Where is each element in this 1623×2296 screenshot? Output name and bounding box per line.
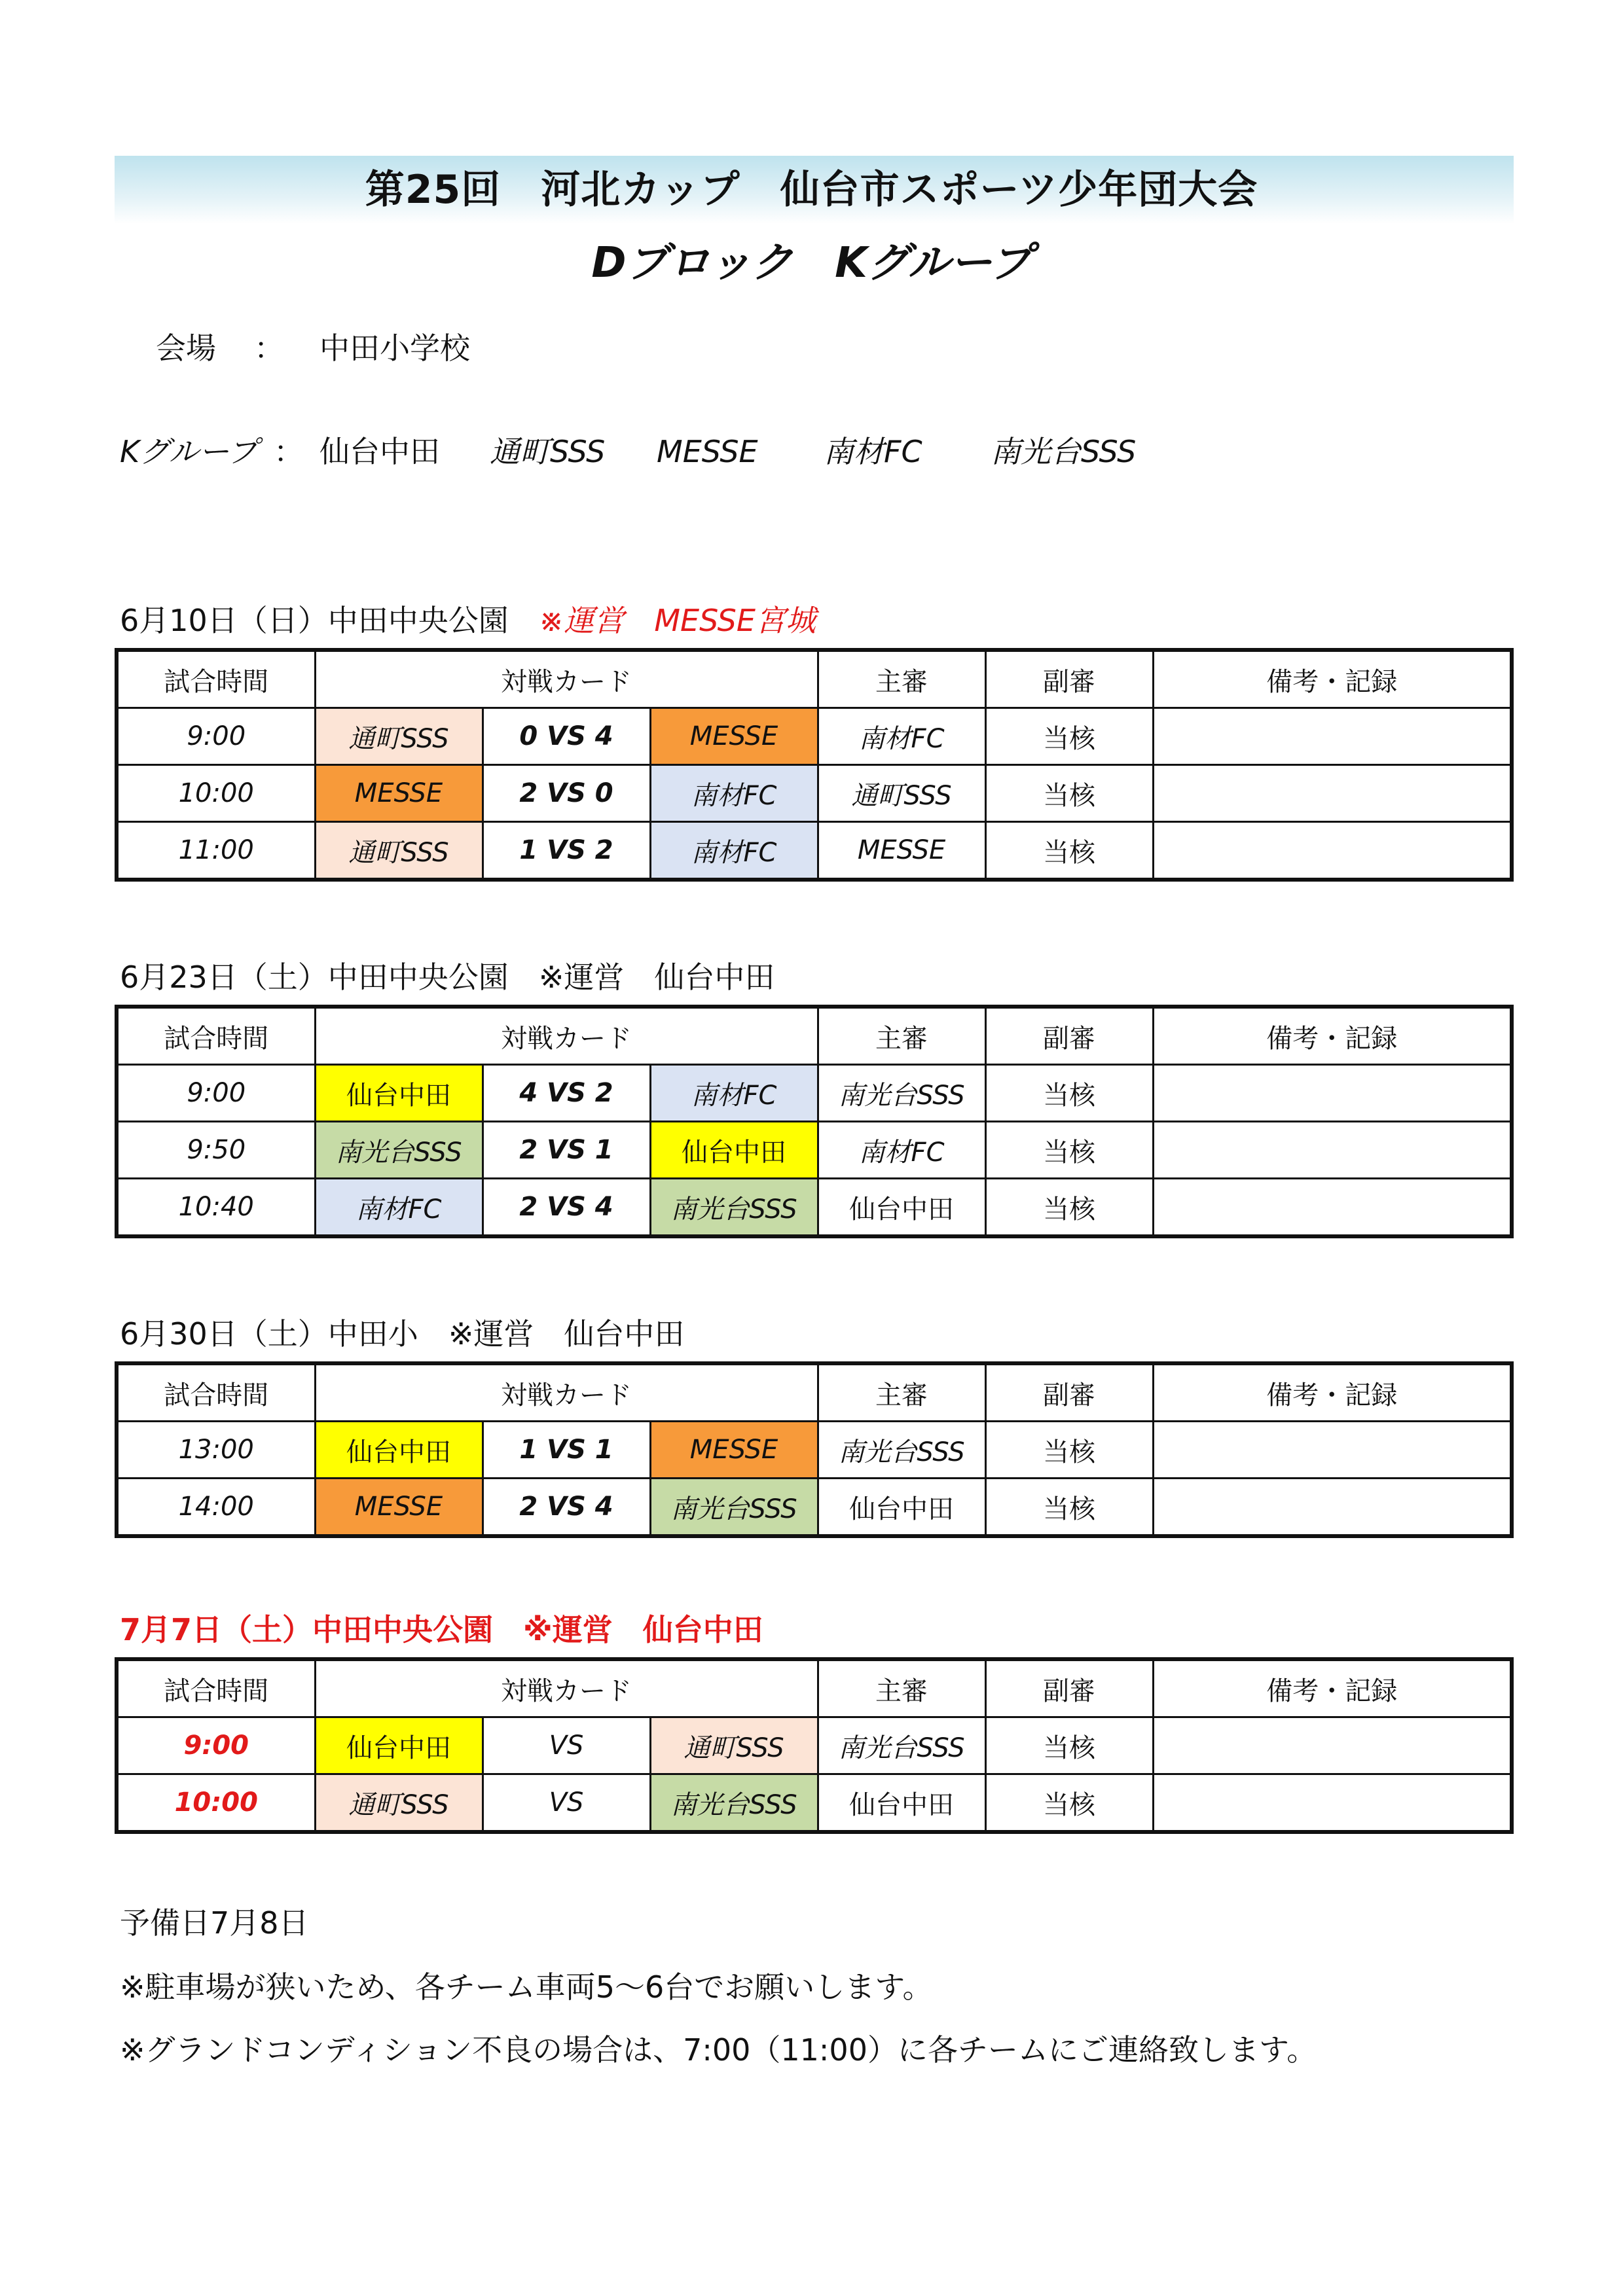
match-score: VS [483, 1717, 650, 1774]
match-score: 2 VS 4 [483, 1479, 650, 1537]
header-referee: 主審 [818, 1659, 985, 1717]
header-remarks: 備考・記録 [1153, 1363, 1512, 1422]
table-row [117, 822, 1512, 880]
match-time: 13:00 [117, 1422, 315, 1479]
match-time: 14:00 [117, 1479, 315, 1537]
header-referee: 主審 [818, 650, 985, 708]
day-heading [120, 958, 775, 997]
table-row [117, 1717, 1512, 1774]
table-header-row [117, 1659, 1512, 1717]
schedule-table [115, 1361, 1514, 1538]
header-remarks: 備考・記録 [1153, 1659, 1512, 1717]
schedule-table [115, 648, 1514, 882]
venue-line [156, 329, 470, 368]
day-date-venue: 6月30日（土）中田小 [120, 1316, 418, 1352]
day-date-venue: 6月23日（土）中田中央公園 [120, 960, 509, 995]
remarks [1153, 822, 1512, 880]
header-time: 試合時間 [117, 650, 315, 708]
away-team: 南材FC [650, 1065, 818, 1122]
assistant-referee: 当核 [985, 1479, 1153, 1537]
match-time: 10:40 [117, 1179, 315, 1237]
day-organizer: ※運営 仙台中田 [448, 1316, 685, 1352]
remarks [1153, 1422, 1512, 1479]
group-team: 南光台SSS [991, 434, 1137, 469]
referee: 仙台中田 [818, 1774, 985, 1833]
assistant-referee: 当核 [985, 1774, 1153, 1833]
assistant-referee: 当核 [985, 708, 1153, 765]
referee: 南光台SSS [818, 1065, 985, 1122]
day-heading [120, 1314, 684, 1354]
remarks [1153, 1717, 1512, 1774]
remarks [1153, 1122, 1512, 1179]
remarks [1153, 1179, 1512, 1237]
home-team: 仙台中田 [315, 1422, 483, 1479]
home-team: 通町SSS [315, 1774, 483, 1833]
referee: 仙台中田 [818, 1179, 985, 1237]
match-score: 2 VS 4 [483, 1179, 650, 1237]
match-time: 10:00 [117, 765, 315, 822]
home-team: 仙台中田 [315, 1717, 483, 1774]
remarks [1153, 765, 1512, 822]
header-referee: 主審 [818, 1007, 985, 1065]
remarks [1153, 708, 1512, 765]
match-score: 1 VS 2 [483, 822, 650, 880]
away-team: MESSE [650, 1422, 818, 1479]
day-organizer: ※運営 MESSE宮城 [538, 603, 816, 638]
match-time: 9:00 [117, 708, 315, 765]
table-row [117, 708, 1512, 765]
table-row [117, 1179, 1512, 1237]
table-row [117, 1122, 1512, 1179]
match-time: 9:00 [117, 1065, 315, 1122]
referee: 仙台中田 [818, 1479, 985, 1537]
schedule-table [115, 1005, 1514, 1238]
group-sep: ： [274, 434, 304, 469]
ground-condition-note: ※グランドコンディション不良の場合は、7:00（11:00）に各チームにご連絡致します。 [120, 2032, 1317, 2068]
match-score: 0 VS 4 [483, 708, 650, 765]
group-label: Kグループ [120, 434, 258, 469]
group-team: 仙台中田 [319, 434, 440, 469]
table-header-row [117, 1363, 1512, 1422]
away-team: 南光台SSS [650, 1774, 818, 1833]
home-team: 通町SSS [315, 708, 483, 765]
away-team: 南材FC [650, 765, 818, 822]
header-match: 対戦カード [315, 1363, 818, 1422]
away-team: 南光台SSS [650, 1479, 818, 1537]
match-score: VS [483, 1774, 650, 1833]
table-row [117, 1422, 1512, 1479]
home-team: MESSE [315, 1479, 483, 1537]
header-time: 試合時間 [117, 1007, 315, 1065]
assistant-referee: 当核 [985, 1422, 1153, 1479]
header-match: 対戦カード [315, 1007, 818, 1065]
home-team: 仙台中田 [315, 1065, 483, 1122]
table-row [117, 1065, 1512, 1122]
tournament-title: 第25回 河北カップ 仙台市スポーツ少年団大会 [365, 167, 1258, 213]
day-heading [120, 1610, 763, 1649]
group-team: 南材FC [824, 434, 922, 469]
header-match: 対戦カード [315, 1659, 818, 1717]
match-score: 2 VS 0 [483, 765, 650, 822]
header-time: 試合時間 [117, 1659, 315, 1717]
away-team: 南光台SSS [650, 1179, 818, 1237]
group-title: Dブロック Kグループ [591, 239, 1032, 287]
table-row [117, 1774, 1512, 1833]
referee: 通町SSS [818, 765, 985, 822]
remarks [1153, 1065, 1512, 1122]
assistant-referee: 当核 [985, 822, 1153, 880]
header-referee: 主審 [818, 1363, 985, 1422]
referee: MESSE [818, 822, 985, 880]
match-time: 9:00 [117, 1717, 315, 1774]
home-team: 南光台SSS [315, 1122, 483, 1179]
table-row [117, 1479, 1512, 1537]
table-header-row [117, 650, 1512, 708]
away-team: 通町SSS [650, 1717, 818, 1774]
assistant-referee: 当核 [985, 1717, 1153, 1774]
group-team: 通町SSS [490, 434, 606, 469]
day-date-venue: 7月7日（土）中田中央公園 [120, 1612, 494, 1647]
referee: 南光台SSS [818, 1717, 985, 1774]
header-remarks: 備考・記録 [1153, 650, 1512, 708]
assistant-referee: 当核 [985, 1179, 1153, 1237]
header-assistant: 副審 [985, 1363, 1153, 1422]
day-heading [120, 601, 816, 640]
assistant-referee: 当核 [985, 765, 1153, 822]
day-organizer: ※運営 仙台中田 [523, 1612, 763, 1647]
match-time: 9:50 [117, 1122, 315, 1179]
parking-note: ※駐車場が狭いため、各チーム車両5～6台でお願いします。 [120, 1969, 933, 2005]
away-team: 南材FC [650, 822, 818, 880]
group-team: MESSE [657, 434, 758, 469]
table-row [117, 765, 1512, 822]
header-assistant: 副審 [985, 1007, 1153, 1065]
away-team: 仙台中田 [650, 1122, 818, 1179]
reserve-day-note: 予備日7月8日 [120, 1905, 309, 1941]
away-team: MESSE [650, 708, 818, 765]
referee: 南材FC [818, 708, 985, 765]
venue-label: 会場 [156, 331, 216, 366]
match-score: 2 VS 1 [483, 1122, 650, 1179]
match-score: 1 VS 1 [483, 1422, 650, 1479]
referee: 南光台SSS [818, 1422, 985, 1479]
home-team: MESSE [315, 765, 483, 822]
match-score: 4 VS 2 [483, 1065, 650, 1122]
venue-value: 中田小学校 [319, 331, 470, 366]
day-organizer: ※運営 仙台中田 [538, 960, 775, 995]
day-date-venue: 6月10日（日）中田中央公園 [120, 603, 509, 638]
header-assistant: 副審 [985, 650, 1153, 708]
remarks [1153, 1774, 1512, 1833]
header-time: 試合時間 [117, 1363, 315, 1422]
home-team: 通町SSS [315, 822, 483, 880]
header-assistant: 副審 [985, 1659, 1153, 1717]
group-line [120, 432, 1136, 471]
referee: 南材FC [818, 1122, 985, 1179]
home-team: 南材FC [315, 1179, 483, 1237]
venue-sep: ： [254, 331, 284, 366]
assistant-referee: 当核 [985, 1065, 1153, 1122]
match-time: 10:00 [117, 1774, 315, 1833]
header-remarks: 備考・記録 [1153, 1007, 1512, 1065]
header-match: 対戦カード [315, 650, 818, 708]
table-header-row [117, 1007, 1512, 1065]
schedule-table [115, 1657, 1514, 1834]
remarks [1153, 1479, 1512, 1537]
match-time: 11:00 [117, 822, 315, 880]
assistant-referee: 当核 [985, 1122, 1153, 1179]
